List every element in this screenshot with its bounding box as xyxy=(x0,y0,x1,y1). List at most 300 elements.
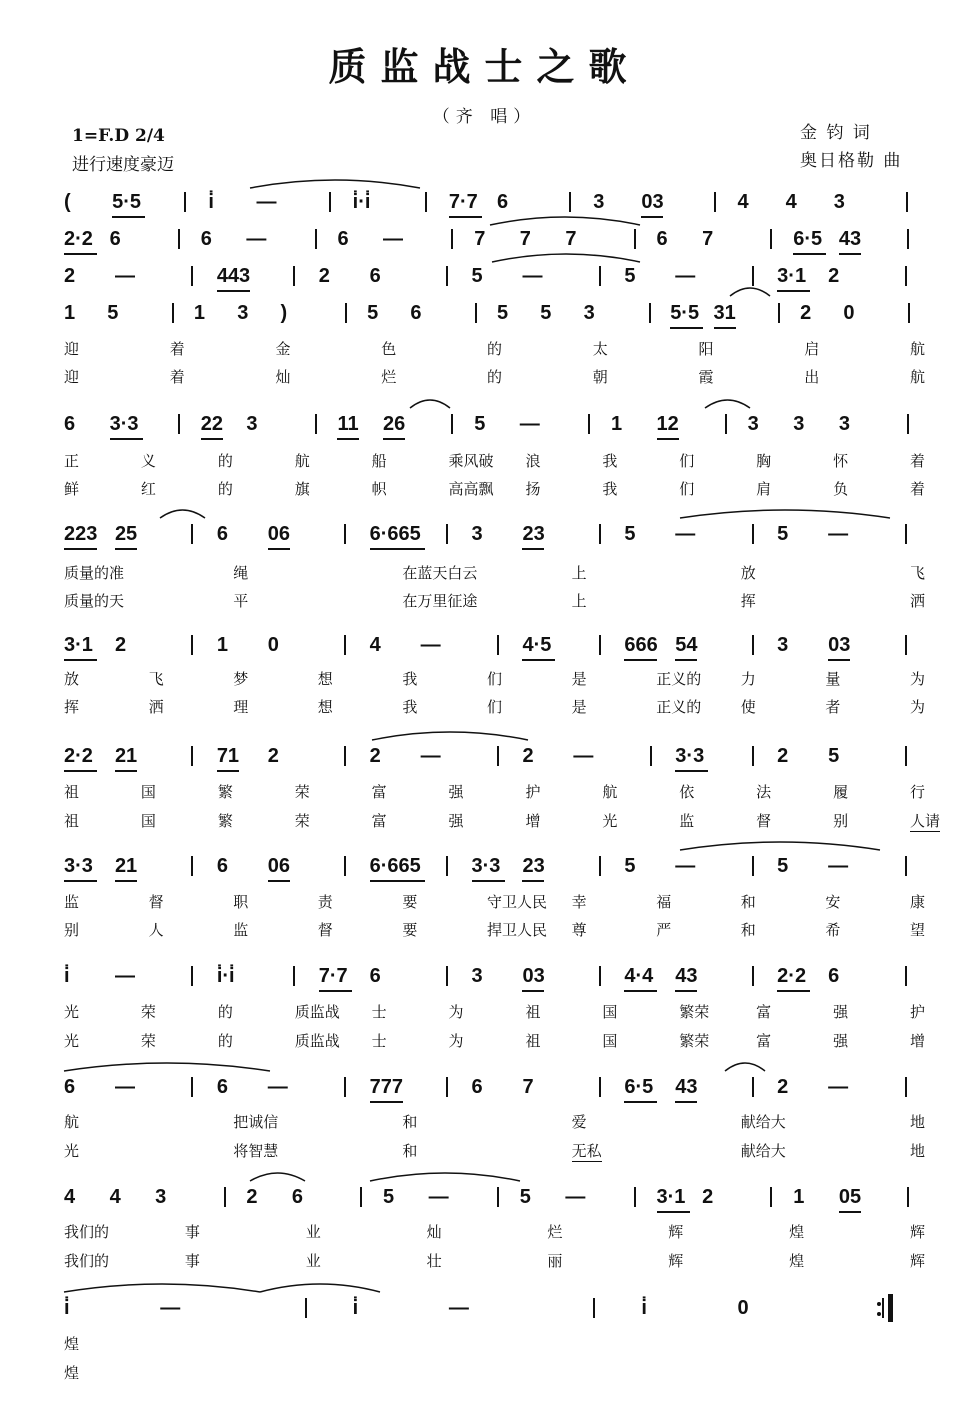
lyric-syllable: 督 xyxy=(317,921,333,939)
note: — xyxy=(246,228,267,250)
note: i̇ xyxy=(208,191,214,213)
note: 6 xyxy=(471,1076,483,1098)
lyric-syllable: 者 xyxy=(825,698,841,716)
note: 3·3 xyxy=(675,745,705,767)
note: — xyxy=(519,413,540,435)
lyric-syllable: 使 xyxy=(740,698,756,716)
lyric-syllable: 烂 xyxy=(381,368,397,386)
note: 2·2 xyxy=(777,965,807,987)
lyric-syllable: 尊 xyxy=(571,921,587,939)
lyric-syllable: 的 xyxy=(217,452,233,470)
note: 6 xyxy=(410,302,422,324)
note: — xyxy=(420,745,441,767)
lyric-syllable: 事 xyxy=(184,1252,200,1270)
lyric-syllable: 职 xyxy=(233,893,249,911)
lyric-syllable: 迎 xyxy=(64,340,80,358)
note: 2 xyxy=(777,745,789,767)
lyric-syllable: 着 xyxy=(910,480,926,498)
lyric-syllable: 洒 xyxy=(910,592,926,610)
note: 3 xyxy=(777,634,789,656)
slur xyxy=(160,510,205,518)
note: 7 xyxy=(522,1076,534,1098)
note: i̇·i̇ xyxy=(352,191,371,213)
lyric-syllable: 为 xyxy=(910,698,926,716)
lyric-syllable: 帜 xyxy=(371,480,387,498)
lyric-syllable: 人 xyxy=(148,921,164,939)
lyric-syllable: 安 xyxy=(825,893,841,911)
lyric-syllable: 我 xyxy=(602,452,618,470)
note: 5 xyxy=(624,523,636,545)
note: 7 xyxy=(519,228,531,250)
note: 6 xyxy=(216,855,228,877)
lyric-syllable: 监 xyxy=(679,812,695,830)
note: 21 xyxy=(114,745,138,767)
note: 06 xyxy=(267,855,290,877)
note: 6 xyxy=(216,523,228,545)
lyric-syllable: 繁 xyxy=(217,812,233,830)
lyric-syllable: 地 xyxy=(910,1113,926,1131)
lyric-syllable: 挥 xyxy=(740,592,756,610)
note: — xyxy=(428,1186,449,1208)
note: 2·2 xyxy=(64,228,93,250)
note: 6 xyxy=(200,228,212,250)
lyric-syllable: 高高飘 xyxy=(448,480,494,498)
slur xyxy=(250,1173,305,1181)
note: 3 xyxy=(583,302,595,324)
slur xyxy=(725,1063,765,1071)
note: 5 xyxy=(777,523,789,545)
lyric-syllable: 壮 xyxy=(426,1252,442,1270)
lyric-syllable: 责 xyxy=(317,893,333,911)
note: 6·5 xyxy=(793,228,823,250)
note: 23 xyxy=(522,523,545,545)
note: 1 xyxy=(610,413,623,435)
lyric-syllable: 是 xyxy=(571,670,587,688)
lyric-syllable: 人请 xyxy=(910,812,941,830)
note: 6·665 xyxy=(369,523,421,545)
note: 3 xyxy=(838,413,850,435)
lyric-syllable: 负 xyxy=(833,480,849,498)
note: 3·1 xyxy=(64,634,93,656)
lyric-syllable: 将智慧 xyxy=(233,1142,279,1160)
lyric-syllable: 想 xyxy=(317,670,333,688)
lyric-syllable: 国 xyxy=(602,1003,618,1021)
lyric-syllable: 为 xyxy=(448,1032,464,1050)
lyric-syllable: 士 xyxy=(371,1003,387,1021)
note: 7 xyxy=(474,228,486,250)
lyric-syllable: 着 xyxy=(169,368,185,386)
note: 3 xyxy=(747,413,759,435)
lyric-syllable: 阳 xyxy=(698,340,714,358)
lyric-syllable: 事 xyxy=(184,1223,200,1241)
key-signature: 1=F.D 2/4 xyxy=(72,126,165,146)
note: 06 xyxy=(267,523,290,545)
lyric-syllable: 要 xyxy=(402,921,418,939)
note: 2 xyxy=(828,265,840,287)
lyric-syllable: 富 xyxy=(371,812,387,830)
lyric-syllable: 把诚信 xyxy=(233,1113,279,1131)
lyric-syllable: 的 xyxy=(217,480,233,498)
lyric-syllable: 行 xyxy=(910,783,926,801)
lyric-syllable: 朝 xyxy=(592,368,608,386)
lyric-syllable: 爱 xyxy=(571,1113,587,1131)
lyric-syllable: 履 xyxy=(833,783,849,801)
note: 12 xyxy=(656,413,679,435)
lyric-syllable: 地 xyxy=(910,1142,926,1160)
note: 3 xyxy=(593,191,605,213)
lyric-syllable: 富 xyxy=(756,1003,772,1021)
note: 666 xyxy=(624,634,658,656)
slur xyxy=(64,1063,270,1071)
lyric-syllable: 出 xyxy=(804,368,820,386)
lyric-syllable: 我 xyxy=(602,480,618,498)
note: 3·1 xyxy=(656,1186,686,1208)
note: 4·5 xyxy=(522,634,552,656)
note: — xyxy=(114,965,135,987)
lyric-syllable: 增 xyxy=(910,1032,926,1050)
lyric-syllable: 红 xyxy=(140,480,156,498)
lyric-syllable: 光 xyxy=(64,1032,80,1050)
note: 6 xyxy=(64,1076,76,1098)
lyric-syllable: 质监战 xyxy=(294,1003,340,1021)
note: 0 xyxy=(737,1297,749,1319)
slur xyxy=(492,254,640,262)
lyric-syllable: 航 xyxy=(910,368,926,386)
note: 26 xyxy=(383,413,406,435)
lyric-syllable: 着 xyxy=(169,340,185,358)
lyric-syllable: 是 xyxy=(571,698,587,716)
note: 31 xyxy=(713,302,736,324)
note: 6 xyxy=(497,191,509,213)
lyric-syllable: 灿 xyxy=(275,368,291,386)
note: i̇·i̇ xyxy=(216,965,235,987)
note: 2 xyxy=(522,745,534,767)
note: — xyxy=(828,855,849,877)
note: 0 xyxy=(843,302,855,324)
note: 5 xyxy=(471,265,483,287)
note: — xyxy=(160,1297,181,1319)
lyric-syllable: 辉 xyxy=(910,1252,926,1270)
lyric-syllable: 我们的 xyxy=(64,1223,110,1241)
note: — xyxy=(522,265,543,287)
lyric-syllable: 正义的 xyxy=(656,698,702,716)
lyric-syllable: 献给大 xyxy=(740,1142,786,1160)
note: 777 xyxy=(369,1076,404,1098)
lyric-syllable: 航 xyxy=(910,340,926,358)
note: 5 xyxy=(777,855,789,877)
lyric-syllable: 烂 xyxy=(547,1223,563,1241)
lyric-syllable: 幸 xyxy=(571,893,587,911)
lyric-syllable: 的 xyxy=(217,1003,233,1021)
note: 1 xyxy=(193,302,206,324)
lyric-syllable: 强 xyxy=(833,1032,849,1050)
note: 25 xyxy=(114,523,138,545)
note: 3 xyxy=(833,191,845,213)
slur xyxy=(372,732,528,740)
note: 54 xyxy=(675,634,698,656)
note: 03 xyxy=(522,965,545,987)
note: 3 xyxy=(155,1186,167,1208)
lyric-syllable: 辉 xyxy=(668,1252,684,1270)
note: 443 xyxy=(216,265,251,287)
lyric-syllable: 太 xyxy=(592,340,608,358)
note: — xyxy=(675,855,696,877)
note: 2 xyxy=(369,745,381,767)
lyric-syllable: 我 xyxy=(402,698,418,716)
song-subtitle: （齐 唱） xyxy=(432,107,537,127)
lyric-syllable: 荣 xyxy=(294,783,310,801)
lyric-syllable: 荣 xyxy=(140,1003,156,1021)
lyric-syllable: 和 xyxy=(402,1142,418,1160)
note: 5 xyxy=(540,302,552,324)
lyric-syllable: 辉 xyxy=(910,1223,926,1241)
lyric-syllable: 船 xyxy=(371,452,387,470)
note: i̇ xyxy=(641,1297,647,1319)
note: 5 xyxy=(383,1186,395,1208)
lyric-syllable: 乘风破 xyxy=(448,452,494,470)
lyric-syllable: 祖 xyxy=(64,812,80,830)
lyric-syllable: 鲜 xyxy=(64,480,80,498)
note: 3 xyxy=(237,302,249,324)
lyric-syllable: 监 xyxy=(64,893,80,911)
note: — xyxy=(114,1076,135,1098)
note: 5 xyxy=(497,302,509,324)
lyric-syllable: 煌 xyxy=(789,1223,805,1241)
lyric-syllable: 业 xyxy=(305,1252,321,1270)
lyric-syllable: 洒 xyxy=(148,698,164,716)
lyric-syllable: 正义的 xyxy=(656,670,702,688)
slur xyxy=(370,1173,520,1181)
lyric-syllable: 我 xyxy=(402,670,418,688)
lyric-syllable: 和 xyxy=(402,1113,418,1131)
note: 5·5 xyxy=(112,191,142,213)
lyric-syllable: 国 xyxy=(140,812,156,830)
slur xyxy=(64,1284,260,1292)
lyric-syllable: 光 xyxy=(602,812,618,830)
lyric-syllable: 无私 xyxy=(571,1142,602,1160)
lyric-syllable: 和 xyxy=(740,921,756,939)
note: 1 xyxy=(216,634,228,656)
note: 7·7 xyxy=(318,965,348,987)
slur xyxy=(490,217,640,225)
lyric-syllable: 力 xyxy=(740,670,756,688)
note: 1 xyxy=(64,302,76,324)
lyric-syllable: 别 xyxy=(64,921,80,939)
note: — xyxy=(828,1076,849,1098)
lyric-syllable: 航 xyxy=(294,452,310,470)
lyric-syllable: 福 xyxy=(656,893,672,911)
lyric-syllable: 强 xyxy=(833,1003,849,1021)
lyric-syllable: 质量的天 xyxy=(64,592,125,610)
note: — xyxy=(267,1076,288,1098)
note: 2 xyxy=(777,1076,789,1098)
note: 5 xyxy=(519,1186,531,1208)
lyric-syllable: 航 xyxy=(602,783,618,801)
lyric-syllable: 们 xyxy=(679,452,695,470)
note: 223 xyxy=(64,523,98,545)
note: i̇ xyxy=(352,1297,359,1319)
lyric-syllable: 灿 xyxy=(426,1223,442,1241)
note: 21 xyxy=(114,855,138,877)
note: 7 xyxy=(565,228,577,250)
slur xyxy=(705,400,750,408)
lyric-syllable: 霞 xyxy=(698,368,714,386)
note: 2·2 xyxy=(64,745,93,767)
note: 6·5 xyxy=(624,1076,654,1098)
lyric-syllable: 旗 xyxy=(294,480,310,498)
note: — xyxy=(420,634,441,656)
note: 2 xyxy=(64,265,76,287)
note: 2 xyxy=(114,634,127,656)
lyric-syllable: 富 xyxy=(756,1032,772,1050)
note: 2 xyxy=(246,1186,258,1208)
note: 2 xyxy=(702,1186,714,1208)
lyric-syllable: 在蓝天白云 xyxy=(402,564,478,582)
note: ( xyxy=(64,191,71,213)
lyric-syllable: 为 xyxy=(448,1003,464,1021)
note: 4·4 xyxy=(624,965,654,987)
note: 5 xyxy=(828,745,840,767)
slur xyxy=(680,510,890,518)
note: 5 xyxy=(624,265,636,287)
lyric-syllable: 祖 xyxy=(525,1003,541,1021)
note: 3·3 xyxy=(64,855,93,877)
lyric-syllable: 色 xyxy=(381,340,397,358)
note: 6 xyxy=(64,413,76,435)
lyric-syllable: 强 xyxy=(448,783,464,801)
note: 4 xyxy=(785,191,797,213)
slur xyxy=(680,842,880,850)
note: 6·665 xyxy=(369,855,421,877)
lyric-syllable: 们 xyxy=(487,670,503,688)
note: 6 xyxy=(291,1186,304,1208)
lyricist-credit: 金 钧 词 xyxy=(800,123,872,143)
lyric-syllable: 祖 xyxy=(64,783,80,801)
lyric-syllable: 飞 xyxy=(148,670,164,688)
lyric-syllable: 士 xyxy=(371,1032,387,1050)
lyric-syllable: 光 xyxy=(64,1003,80,1021)
lyric-syllable: 依 xyxy=(679,783,695,801)
lyric-syllable: 守卫人民 xyxy=(487,893,548,911)
lyric-syllable: 康 xyxy=(910,893,926,911)
lyric-syllable: 煌 xyxy=(789,1252,805,1270)
note: — xyxy=(448,1297,469,1319)
note: 03 xyxy=(641,191,664,213)
note: 43 xyxy=(838,228,862,250)
note: 5·5 xyxy=(670,302,700,324)
note: i̇ xyxy=(64,1297,70,1319)
lyric-syllable: 光 xyxy=(64,1142,80,1160)
lyric-syllable: 丽 xyxy=(547,1252,563,1270)
lyric-syllable: 质监战 xyxy=(294,1032,340,1050)
lyric-syllable: 护 xyxy=(910,1003,926,1021)
note: 5 xyxy=(367,302,379,324)
tempo-marking: 进行速度豪迈 xyxy=(72,155,174,175)
note: 4 xyxy=(737,191,749,213)
lyric-syllable: 和 xyxy=(740,893,756,911)
lyric-syllable: 理 xyxy=(233,698,249,716)
lyric-syllable: 的 xyxy=(217,1032,233,1050)
lyric-syllable: 业 xyxy=(305,1223,321,1241)
lyric-syllable: 增 xyxy=(525,812,541,830)
note: 6 xyxy=(216,1076,228,1098)
note: 43 xyxy=(675,1076,698,1098)
lyric-syllable: 为 xyxy=(910,670,926,688)
note: 2 xyxy=(318,265,330,287)
lyric-syllable: 荣 xyxy=(294,812,310,830)
note: 3 xyxy=(793,413,805,435)
note: 2 xyxy=(800,302,812,324)
note: — xyxy=(828,523,849,545)
lyric-syllable: 捍卫人民 xyxy=(487,921,548,939)
note: 3·1 xyxy=(777,265,807,287)
note: 23 xyxy=(522,855,545,877)
note: 3 xyxy=(246,413,258,435)
lyric-syllable: 梦 xyxy=(233,670,249,688)
slur xyxy=(730,288,770,296)
lyric-syllable: 别 xyxy=(833,812,849,830)
lyric-syllable: 辉 xyxy=(668,1223,684,1241)
note: — xyxy=(565,1186,586,1208)
lyric-syllable: 煌 xyxy=(64,1335,80,1353)
lyric-syllable: 督 xyxy=(148,893,164,911)
lyric-syllable: 平 xyxy=(233,592,249,610)
lyric-syllable: 国 xyxy=(602,1032,618,1050)
note: 43 xyxy=(675,965,698,987)
lyric-syllable: 飞 xyxy=(910,564,926,582)
lyric-syllable: 的 xyxy=(487,368,503,386)
lyric-syllable: 荣 xyxy=(140,1032,156,1050)
lyric-syllable: 肩 xyxy=(756,480,772,498)
lyric-syllable: 挥 xyxy=(64,698,80,716)
note: 0 xyxy=(267,634,279,656)
note: — xyxy=(573,745,594,767)
lyric-syllable: 启 xyxy=(804,340,820,358)
composer-credit: 奥日格勒 曲 xyxy=(800,151,903,171)
note: 5 xyxy=(107,302,119,324)
song-title: 质监战士之歌 xyxy=(328,44,641,89)
lyric-syllable: 富 xyxy=(371,783,387,801)
note: 1 xyxy=(793,1186,805,1208)
lyric-syllable: 绳 xyxy=(233,564,249,582)
lyric-syllable: 放 xyxy=(64,670,80,688)
lyric-syllable: 繁荣 xyxy=(679,1003,710,1021)
note: 3·3 xyxy=(109,413,139,435)
lyric-syllable: 繁荣 xyxy=(679,1032,710,1050)
note: 05 xyxy=(838,1186,862,1208)
note: 7·7 xyxy=(448,191,478,213)
lyric-syllable: 浪 xyxy=(525,452,541,470)
lyric-syllable: 繁 xyxy=(217,783,233,801)
note: — xyxy=(114,265,135,287)
lyric-syllable: 们 xyxy=(679,480,695,498)
lyric-syllable: 想 xyxy=(317,698,333,716)
note: 4 xyxy=(64,1186,76,1208)
note: 11 xyxy=(337,413,359,435)
slur xyxy=(260,1284,380,1292)
note: 5 xyxy=(624,855,636,877)
lyric-syllable: 航 xyxy=(64,1113,80,1131)
lyric-syllable: 严 xyxy=(656,921,672,939)
lyric-syllable: 胸 xyxy=(756,452,772,470)
lyric-syllable: 我们的 xyxy=(64,1252,110,1270)
slur xyxy=(250,180,420,188)
slur xyxy=(410,400,450,408)
note: 6 xyxy=(337,228,349,250)
note: 3 xyxy=(471,523,483,545)
note: 6 xyxy=(656,228,668,250)
lyric-syllable: 望 xyxy=(910,921,926,939)
